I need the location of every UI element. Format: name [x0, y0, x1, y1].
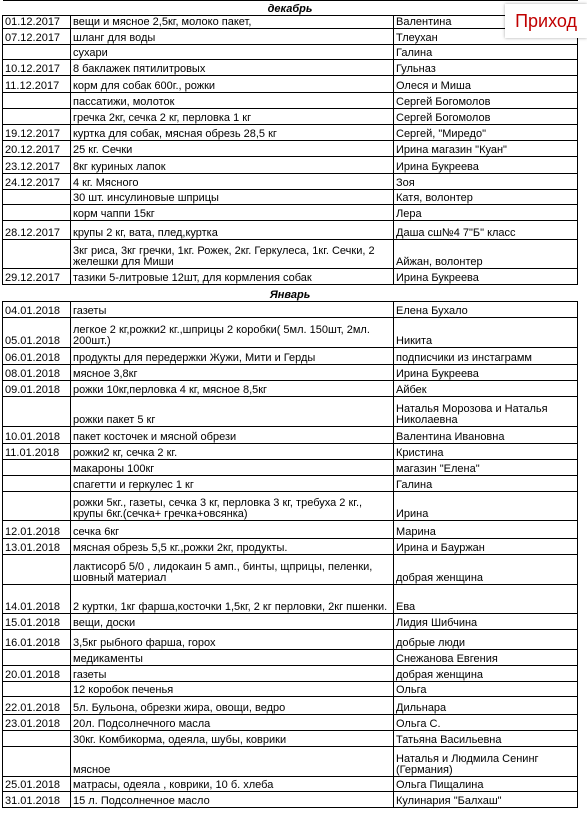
donor-cell: Елена Бухало [394, 302, 578, 318]
item-cell: пассатижи, молоток [71, 93, 394, 109]
item-cell: мясное [71, 747, 394, 777]
date-cell [3, 747, 71, 777]
donor-cell: Ольга Пищалина [394, 777, 578, 792]
table-row [3, 397, 578, 427]
date-cell: 29.12.2017 [3, 269, 71, 285]
donor-cell: Ирина Букреева [394, 365, 578, 381]
item-cell: пакет косточек и мясной обрези [71, 427, 394, 444]
item-cell: сечка 6кг [71, 521, 394, 539]
month-header-row [3, 1, 578, 16]
donor-cell: Айбек [394, 381, 578, 397]
donor-cell: Ирина и Бауржан [394, 539, 578, 555]
item-cell: вещи и мясное 2,5кг, молоко пакет, [71, 16, 394, 29]
income-label: Приход [505, 4, 587, 38]
donor-cell: магазин "Елена" [394, 460, 578, 476]
table-row [3, 125, 578, 141]
date-cell: 23.01.2018 [3, 715, 71, 731]
donor-cell: Зоя [394, 174, 578, 190]
item-cell: 2 куртки, 1кг фарша,косточки 1,5кг, 2 кг перловки, 2кг пшенки. [71, 585, 394, 614]
item-cell: 25 кг. Сечки [71, 141, 394, 157]
donor-cell: добрая женщина [394, 555, 578, 585]
table-row [3, 141, 578, 157]
item-cell: корм чаппи 15кг [71, 205, 394, 221]
donor-cell: Олеся и Миша [394, 76, 578, 93]
table-row [3, 221, 578, 240]
item-cell: 8 баклажек пятилитровых [71, 60, 394, 76]
date-cell [3, 93, 71, 109]
table-row [3, 269, 578, 285]
donor-cell: Валентина [394, 16, 578, 29]
item-cell: 12 коробок печенья [71, 682, 394, 697]
item-cell: рожки пакет 5 кг [71, 397, 394, 427]
table-row [3, 682, 578, 697]
item-cell: газеты [71, 302, 394, 318]
table-row [3, 747, 578, 777]
table-row [3, 492, 578, 521]
item-cell: рожки2 кг, сечка 2 кг. [71, 444, 394, 460]
item-cell: продукты для передержки Жужи, Мити и Герды [71, 348, 394, 365]
table-row [3, 174, 578, 190]
donor-cell: Лидия Шибчина [394, 614, 578, 630]
donor-cell: Никита [394, 318, 578, 348]
donor-cell: добрая женщина [394, 666, 578, 682]
date-cell: 31.01.2018 [3, 792, 71, 808]
item-cell: 30кг. Комбикорма, одеяла, шубы, коврики [71, 731, 394, 747]
table-row [3, 76, 578, 93]
item-cell: 20л. Подсолнечного масла [71, 715, 394, 731]
donor-cell: Ирина магазин "Куан" [394, 141, 578, 157]
table-row [3, 630, 578, 650]
table-row [3, 521, 578, 539]
item-cell: 30 шт. инсулиновые шприцы [71, 190, 394, 205]
date-cell [3, 650, 71, 666]
donor-cell: Галина [394, 476, 578, 492]
table-row [3, 240, 578, 269]
donor-cell: Гульназ [394, 60, 578, 76]
table-row [3, 16, 578, 29]
donor-cell: Кристина [394, 444, 578, 460]
table-row [3, 60, 578, 76]
table-row [3, 792, 578, 808]
month-title: декабрь [3, 1, 578, 16]
donor-cell: Айжан, волонтер [394, 240, 578, 269]
date-cell [3, 240, 71, 269]
donor-cell: Кулинария "Балхаш" [394, 792, 578, 808]
donor-cell: Сергей, "Миредо" [394, 125, 578, 141]
table-row [3, 666, 578, 682]
table-row [3, 444, 578, 460]
date-cell [3, 205, 71, 221]
item-cell: 5л. Бульона, обрезки жира, овощи, ведро [71, 697, 394, 715]
item-cell: гречка 2кг, сечка 2 кг, перловка 1 кг [71, 109, 394, 125]
item-cell: медикаменты [71, 650, 394, 666]
item-cell: спагетти и геркулес 1 кг [71, 476, 394, 492]
date-cell [3, 476, 71, 492]
date-cell: 10.12.2017 [3, 60, 71, 76]
donor-cell: Галина [394, 45, 578, 60]
table-row [3, 731, 578, 747]
date-cell: 07.12.2017 [3, 29, 71, 45]
date-cell: 20.12.2017 [3, 141, 71, 157]
table-row [3, 302, 578, 318]
date-cell: 04.01.2018 [3, 302, 71, 318]
donor-cell: Ольга [394, 682, 578, 697]
item-cell: матрасы, одеяла , коврики, 10 б. хлеба [71, 777, 394, 792]
donor-cell: Сергей Богомолов [394, 109, 578, 125]
date-cell: 14.01.2018 [3, 585, 71, 614]
item-cell: лактисорб 5/0 , лидокаин 5 амп., бинты, щприцы, пеленки, шовный материал [71, 555, 394, 585]
donor-cell: Ирина Букреева [394, 157, 578, 174]
table-row [3, 476, 578, 492]
date-cell: 11.12.2017 [3, 76, 71, 93]
donor-cell: Наталья и Людмила Сенинг (Германия) [394, 747, 578, 777]
item-cell: шланг для воды [71, 29, 394, 45]
item-cell: газеты [71, 666, 394, 682]
item-cell: макароны 100кг [71, 460, 394, 476]
table-row [3, 365, 578, 381]
table-row [3, 205, 578, 221]
donor-cell: Марина [394, 521, 578, 539]
donor-cell: Ева [394, 585, 578, 614]
date-cell [3, 397, 71, 427]
donations-table [2, 0, 578, 808]
donor-cell: Валентина Ивановна [394, 427, 578, 444]
item-cell: куртка для собак, мясная обрезь 28,5 кг [71, 125, 394, 141]
date-cell: 19.12.2017 [3, 125, 71, 141]
donor-cell: Ольга С. [394, 715, 578, 731]
item-cell: 4 кг. Мясного [71, 174, 394, 190]
item-cell: 3кг риса, 3кг гречки, 1кг. Рожек, 2кг. Геркулеса, 1кг. Сечки, 2 желешки для Миши [71, 240, 394, 269]
table-row [3, 585, 578, 614]
donor-cell: подписчики из инстаграмм [394, 348, 578, 365]
table-row [3, 45, 578, 60]
date-cell: 22.01.2018 [3, 697, 71, 715]
date-cell: 28.12.2017 [3, 221, 71, 240]
month-header-row [3, 285, 578, 302]
table-row [3, 381, 578, 397]
date-cell: 10.01.2018 [3, 427, 71, 444]
table-row [3, 109, 578, 125]
item-cell: 8кг куриных лапок [71, 157, 394, 174]
date-cell: 06.01.2018 [3, 348, 71, 365]
date-cell: 24.12.2017 [3, 174, 71, 190]
table-row [3, 348, 578, 365]
date-cell [3, 190, 71, 205]
table-row [3, 460, 578, 476]
donor-cell: Снежанова Евгения [394, 650, 578, 666]
donor-cell: Тлеухан [394, 29, 578, 45]
month-title: Январь [3, 285, 578, 302]
date-cell: 25.01.2018 [3, 777, 71, 792]
item-cell: рожки 5кг., газеты, сечка 3 кг, перловка 3 кг, требуха 2 кг., крупы 6кг.(сечка+ гречка+овсянка) [71, 492, 394, 521]
date-cell [3, 109, 71, 125]
item-cell: сухари [71, 45, 394, 60]
item-cell: вещи, доски [71, 614, 394, 630]
item-cell: 15 л. Подсолнечное масло [71, 792, 394, 808]
date-cell: 13.01.2018 [3, 539, 71, 555]
item-cell: мясная обрезь 5,5 кг.,рожки 2кг, продукты. [71, 539, 394, 555]
donor-cell: Даша сш№4 7"Б" класс [394, 221, 578, 240]
table-row [3, 777, 578, 792]
table-row [3, 427, 578, 444]
date-cell [3, 45, 71, 60]
date-cell [3, 731, 71, 747]
item-cell: рожки 10кг,перловка 4 кг, мясное 8,5кг [71, 381, 394, 397]
table-row [3, 539, 578, 555]
date-cell: 12.01.2018 [3, 521, 71, 539]
table-row [3, 93, 578, 109]
date-cell: 01.12.2017 [3, 16, 71, 29]
donor-cell: Ирина Букреева [394, 269, 578, 285]
table-row [3, 650, 578, 666]
date-cell [3, 682, 71, 697]
item-cell: тазики 5-литровые 12шт, для кормления собак [71, 269, 394, 285]
donor-cell: Наталья Морозова и Наталья Николаевна [394, 397, 578, 427]
date-cell [3, 460, 71, 476]
date-cell: 11.01.2018 [3, 444, 71, 460]
donor-cell: Сергей Богомолов [394, 93, 578, 109]
date-cell [3, 492, 71, 521]
date-cell: 16.01.2018 [3, 630, 71, 650]
item-cell: корм для собак 600г., рожки [71, 76, 394, 93]
date-cell: 09.01.2018 [3, 381, 71, 397]
donor-cell: Ирина [394, 492, 578, 521]
table-row [3, 318, 578, 348]
item-cell: крупы 2 кг, вата, плед,куртка [71, 221, 394, 240]
item-cell: мясное 3,8кг [71, 365, 394, 381]
donor-cell: Лера [394, 205, 578, 221]
table-row [3, 555, 578, 585]
date-cell: 23.12.2017 [3, 157, 71, 174]
table-row [3, 190, 578, 205]
date-cell: 20.01.2018 [3, 666, 71, 682]
table-row [3, 715, 578, 731]
donor-cell: Татьяна Васильевна [394, 731, 578, 747]
date-cell [3, 555, 71, 585]
table-row [3, 29, 578, 45]
item-cell: легкое 2 кг,рожки2 кг.,шприцы 2 коробки( 5мл. 150шт, 2мл. 200шт.) [71, 318, 394, 348]
table-row [3, 697, 578, 715]
date-cell: 08.01.2018 [3, 365, 71, 381]
item-cell: 3,5кг рыбного фарша, горох [71, 630, 394, 650]
date-cell: 05.01.2018 [3, 318, 71, 348]
donor-cell: Катя, волонтер [394, 190, 578, 205]
table-row [3, 614, 578, 630]
date-cell: 15.01.2018 [3, 614, 71, 630]
donor-cell: добрые люди [394, 630, 578, 650]
donor-cell: Дильнара [394, 697, 578, 715]
table-row [3, 157, 578, 174]
